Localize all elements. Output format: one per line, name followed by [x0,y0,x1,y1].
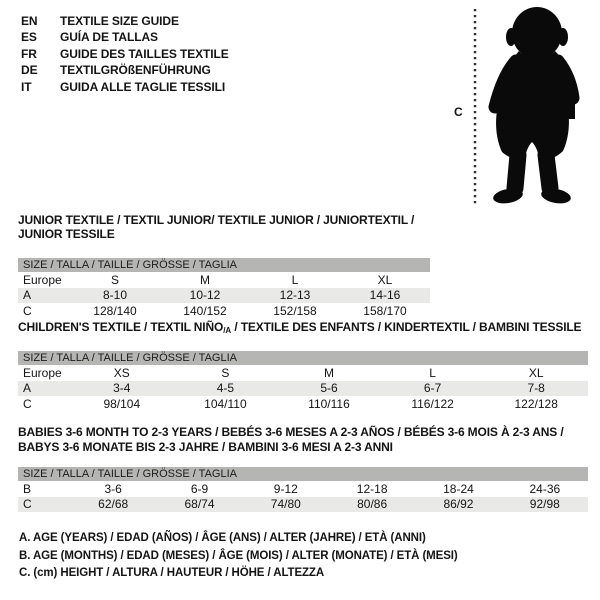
size-value-cell: 14-16 [369,288,401,303]
size-value-cell: XL [528,365,544,380]
size-value-cell: 62/68 [98,497,129,512]
size-value-cell: 74/80 [270,497,301,512]
size-value-cell: 3-6 [104,481,122,496]
size-value-cell: 3-4 [113,381,131,396]
language-label: GUIDE DES TAILLES TEXTILE [60,46,229,61]
size-value-cell: 158/170 [363,303,407,318]
size-value-cell: L [291,272,299,287]
size-value-cell: M [200,272,210,287]
legend-line-c: C. (cm) HEIGHT / ALTURA / HAUTEUR / HÖHE / ALTEZZA [19,567,325,579]
size-value-cell: 12-18 [356,481,388,496]
section-title-text: / TEXTILE DES ENFANTS / KINDERTEXTIL / BAMBINI TESSILE [231,320,582,334]
row-label-cell: Europe [23,365,62,380]
size-value-cell: 116/122 [411,396,454,411]
size-value-cell: 24-36 [529,481,561,496]
size-value-cell: XS [113,365,130,380]
row-label-cell: A [23,381,32,396]
size-value-cell: 10-12 [189,288,221,303]
language-label: GUIDA ALLE TAGLIE TESSILI [60,79,226,94]
size-value-cell: S [110,272,119,287]
size-value-cell: 6-7 [423,381,442,396]
size-value-cell: 140/152 [183,303,227,318]
size-value-cell: 18-24 [443,481,474,496]
toddler-shape [492,7,575,205]
table-row [18,481,588,497]
language-row [21,46,229,62]
size-value-cell: 86/92 [443,497,474,512]
language-code: DE [21,63,38,78]
junior-size-table [18,272,430,319]
language-code: ES [21,30,37,45]
size-header-bar: SIZE / TALLA / TAILLE / GRÖSSE / TAGLIA [18,351,588,365]
size-value-cell: 110/116 [308,396,350,411]
size-header-bar: SIZE / TALLA / TAILLE / GRÖSSE / TAGLIA [18,467,588,481]
row-label-cell: Europe [23,272,62,287]
size-value-cell: M [323,365,334,380]
size-value-cell: 104/110 [204,396,247,411]
size-value-cell: 5-6 [320,381,338,396]
table-row [18,288,430,304]
size-value-cell: XL [377,272,393,287]
size-value-cell: 7-8 [527,381,545,396]
height-marker-label: C [454,105,463,119]
language-label: TEXTILGRÖßENFÜHRUNG [60,63,211,78]
section-title [18,425,588,455]
section-babies-textile [18,425,588,512]
legend-line-b: B. AGE (MONTHS) / EDAD (MESES) / ÂGE (MOIS) / ALTER (MONATE) / ETÀ (MESI) [19,549,458,562]
row-label-cell: C [23,396,32,411]
language-code: EN [21,14,38,28]
section-title-text: CHILDREN'S TEXTILE / TEXTIL NIÑO [18,320,224,334]
language-list [21,13,229,95]
size-value-cell: 6-9 [190,481,209,496]
row-label-cell: C [23,497,32,512]
size-value-cell: L [429,365,436,380]
size-value-cell: 8-10 [102,288,128,303]
row-label-cell: C [23,303,32,318]
language-row [21,13,229,29]
language-row [21,62,229,78]
measure-legend [19,530,458,583]
table-row [18,303,430,319]
size-value-cell: 128/140 [93,303,137,318]
section-childrens-textile [18,320,588,412]
language-code: IT [21,79,32,94]
row-label-cell: A [23,288,32,303]
size-value-cell: 92/98 [529,497,560,512]
row-label-cell: B [23,481,32,496]
table-row [18,381,588,397]
section-title-line2: BABYS 3-6 MONATE BIS 2-3 JAHRE / BAMBINI 3-6 MESI A 2-3 ANNI [18,440,393,454]
language-row [21,79,229,95]
section-title-line1: BABIES 3-6 MONTH TO 2-3 YEARS / BEBÉS 3-6 MESES A 2-3 AÑOS / BÉBÉS 3-6 MOIS À 2-3 ANS / [18,425,564,439]
section-title-subscript: /A [223,326,232,335]
size-value-cell: 12-13 [279,288,311,303]
size-value-cell: 122/128 [514,396,558,411]
size-value-cell: 68/74 [184,497,215,512]
children-size-table [18,365,588,412]
language-row [21,29,229,45]
size-value-cell: 9-12 [273,481,298,496]
table-row [18,272,430,288]
size-value-cell: S [221,365,230,380]
size-value-cell: 98/104 [103,396,141,411]
language-code: FR [21,46,37,61]
size-value-cell: 4-5 [216,381,235,396]
language-label: TEXTILE SIZE GUIDE [60,14,179,28]
baby-silhouette-icon [449,3,599,213]
table-row [18,396,588,412]
section-title: JUNIOR TEXTILE / TEXTIL JUNIOR/ TEXTILE JUNIOR / JUNIORTEXTIL / JUNIOR TESSILE [18,213,415,241]
table-row [18,365,588,381]
legend-line-a: A. AGE (YEARS) / EDAD (AÑOS) / ÂGE (ANS) / ALTER (JAHRE) / ETÀ (ANNI) [19,532,426,544]
babies-size-table [18,481,588,512]
size-header-bar: SIZE / TALLA / TAILLE / GRÖSSE / TAGLIA [18,258,430,272]
language-label: GUÍA DE TALLAS [60,30,158,45]
size-value-cell: 152/158 [273,303,317,318]
size-figure [449,3,599,213]
section-junior-textile [18,213,430,319]
section-title [18,320,588,338]
table-row [18,497,588,513]
size-value-cell: 80/86 [357,497,388,512]
